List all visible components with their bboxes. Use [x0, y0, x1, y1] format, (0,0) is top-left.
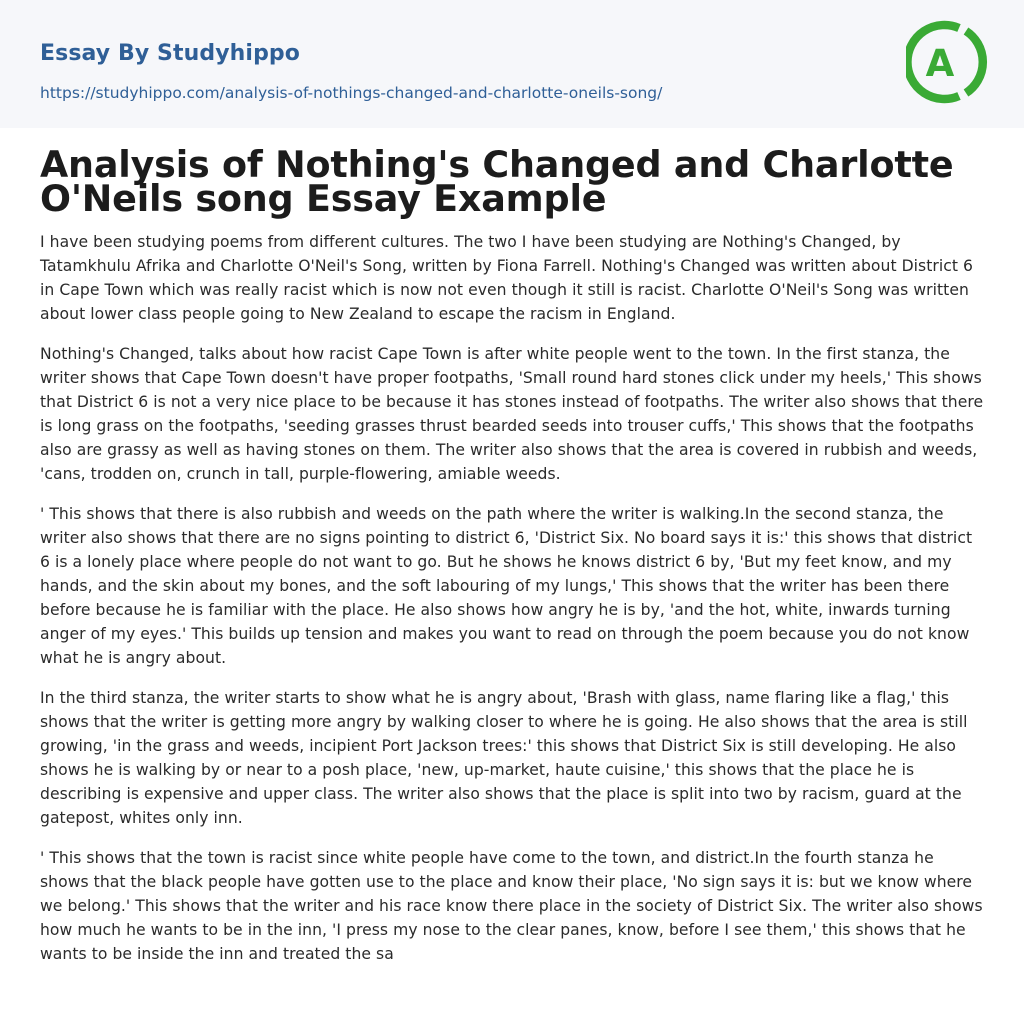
article-paragraph: Nothing's Changed, talks about how racist Cape Town is after white people went to the town. In the first stanza, the writer shows that Cape Town doesn't have proper footpaths, 'Small round hard stones click under my heels,' This shows that District 6 is not a very nice place to be because it has stones instead of footpaths. The writer also shows that there is long grass on the footpaths, 'seeding grasses thrust bearded seeds into trouser cuffs,' This shows that the footpaths also are grassy as well as having stones on them. The writer also shows that the area is covered in rubbish and weeds, 'cans, trodden on, crunch in tall, purple-flowering, amiable weeds. [40, 345, 984, 483]
article-paragraph: ' This shows that the town is racist since white people have come to the town, and district.In the fourth stanza he shows that the black people have gotten use to the place and know their place, 'No sign says it is: but we know where we belong.' This shows that the writer and his race know there place in the society of District Six. The writer also shows how much he wants to be in the inn, 'I press my nose to the clear panes, know, before I see them,' this shows that he wants to be inside the inn and treated the sa [40, 849, 983, 963]
article-content [40, 143, 986, 982]
site-header [0, 0, 1024, 128]
logo-icon [906, 18, 990, 106]
source-url-link[interactable]: https://studyhippo.com/analysis-of-nothings-changed-and-charlotte-oneils-song/ [40, 84, 663, 102]
article-paragraph: ' This shows that there is also rubbish and weeds on the path where the writer is walking.In the second stanza, the writer also shows that there are no signs pointing to district 6, 'District Six. No board says it is:' this shows that district 6 is a lonely place where people do not want to go. But he shows he knows district 6 by, 'But my feet know, and my hands, and the skin about my bones, and the soft labouring of my lungs,' This shows that the writer has been there before because he is familiar with the place. He also shows how angry he is by, 'and the hot, white, inwards turning anger of my eyes.' This builds up tension and makes you want to read on through the poem because you do not know what he is angry about. [40, 505, 973, 667]
site-brand[interactable]: Essay By Studyhippo [40, 41, 300, 66]
article-paragraph: In the third stanza, the writer starts to show what he is angry about, 'Brash with glass, name flaring like a flag,' this shows that the writer is getting more angry by walking closer to where he is going. He also shows that the area is still growing, 'in the grass and weeds, incipient Port Jackson trees:' this shows that District Six is still developing. He also shows he is walking by or near to a posh place, 'new, up-market, haute cuisine,' this shows that the place he is describing is expensive and upper class. The writer also shows that the place is split into two by racism, guard at the gatepost, whites only inn. [40, 689, 968, 827]
article-title: Analysis of Nothing's Changed and Charlotte O'Neils song Essay Example [40, 143, 954, 220]
studyhippo-logo[interactable] [906, 18, 990, 106]
article-paragraph: I have been studying poems from different cultures. The two I have been studying are Nothing's Changed, by Tatamkhulu Afrika and Charlotte O'Neil's Song, written by Fiona Farrell. Nothing's Changed was written about District 6 in Cape Town which was really racist which is now not even though it still is racist. Charlotte O'Neil's Song was written about lower class people going to New Zealand to escape the racism in England. [40, 233, 974, 323]
article-body [40, 230, 986, 966]
logo-letter: A [925, 42, 955, 85]
